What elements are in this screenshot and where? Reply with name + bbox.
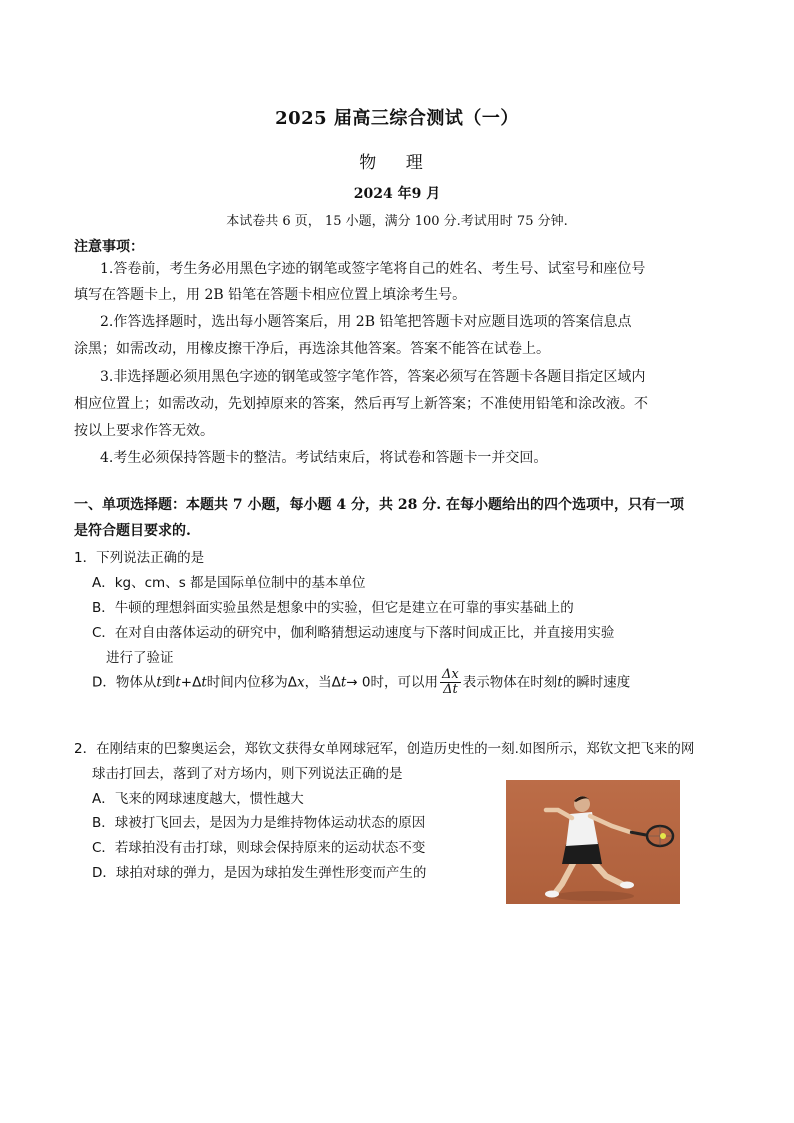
question-2-option-b: B．球被打飞回去，是因为力是维持物体运动状态的原因 (92, 815, 426, 831)
notice-item-2-line-2: 涂黑；如需改动，用橡皮擦干净后，再选涂其他答案。答案不能答在试卷上。 (74, 341, 550, 357)
variable-t: t (156, 674, 162, 691)
option-d-text: 表示物体在时刻 (462, 674, 558, 691)
section-1-heading-line-1: 一、单项选择题：本题共 7 小题，每小题 4 分，共 28 分. 在每小题给出的四个选项中，只有一项 (74, 497, 684, 513)
option-d-text: → 0时，可以用 (346, 674, 439, 691)
question-1-option-c-line-2: 进行了验证 (106, 650, 174, 666)
notice-item-1-line-2: 填写在答题卡上，用 2B 铅笔在答题卡相应位置上填涂考生号。 (74, 287, 467, 303)
variable-x: x (297, 674, 305, 691)
question-2-stem-line-2: 球击打回去，落到了对方场内，则下列说法正确的是 (92, 766, 403, 782)
notice-item-3-line-3: 按以上要求作答无效。 (74, 423, 214, 439)
notice-item-4-line-1: 4.考生必须保持答题卡的整洁。考试结束后，将试卷和答题卡一并交回。 (100, 450, 548, 466)
variable-t: t (175, 674, 181, 691)
notice-item-1-line-1: 1.答卷前，考生务必用黑色字迹的钢笔或签字笔将自己的姓名、考生号、试室号和座位号 (100, 261, 646, 277)
question-1-option-d (92, 668, 630, 697)
tennis-photo-illustration (506, 780, 680, 904)
variable-t: t (557, 674, 563, 691)
option-d-text: 时间内位移为Δ (206, 674, 298, 691)
option-d-text: +Δ (180, 674, 202, 691)
option-d-text: D．物体从 (92, 674, 157, 691)
notice-item-2-line-1: 2.作答选择题时，选出每小题答案后，用 2B 铅笔把答题卡对应题目选项的答案信息点 (100, 314, 632, 330)
exam-title: 2025 届高三综合测试（一） (275, 108, 519, 129)
notice-item-3-line-1: 3.非选择题必须用黑色字迹的钢笔或签字笔作答，答案必须写在答题卡各题目指定区域内 (100, 369, 646, 385)
question-1-option-b: B．牛顿的理想斜面实验虽然是想象中的实验，但它是建立在可靠的事实基础上的 (92, 600, 574, 616)
variable-t: t (201, 674, 207, 691)
notice-heading: 注意事项： (74, 239, 144, 255)
notice-item-3-line-2: 相应位置上；如需改动，先划掉原来的答案，然后再写上新答案；不准使用铅笔和涂改液。不 (74, 396, 648, 412)
section-1-heading-line-2: 是符合题目要求的. (74, 523, 191, 539)
fraction-numerator: Δx (442, 667, 459, 682)
exam-date: 2024 年9 月 (353, 186, 441, 202)
option-d-text: 到 (161, 674, 176, 691)
option-d-text: ，当Δ (304, 674, 341, 691)
option-d-text: 的瞬时速度 (562, 674, 631, 691)
question-1-option-c-line-1: C．在对自由落体运动的研究中，伽利略猜想运动速度与下落时间成正比，并直接用实验 (92, 625, 615, 641)
question-1-option-a: A．kg、cm、s 都是国际单位制中的基本单位 (92, 575, 366, 591)
question-2-option-d: D．球拍对球的弹力，是因为球拍发生弹性形变而产生的 (92, 865, 427, 881)
question-1-stem: 1．下列说法正确的是 (74, 550, 205, 566)
fraction-denominator: Δt (443, 682, 458, 697)
tennis-player-photo (506, 780, 680, 904)
question-2-stem-line-1: 2．在刚结束的巴黎奥运会，郑钦文获得女单网球冠军，创造历史性的一刻.如图所示，郑钦文把飞来的网 (74, 741, 695, 757)
exam-info: 本试卷共 6 页， 15 小题，满分 100 分.考试用时 75 分钟. (226, 214, 568, 229)
subject-name: 物 理 (359, 153, 435, 173)
variable-t: t (340, 674, 347, 691)
question-2-option-c: C．若球拍没有击打球，则球会保持原来的运动状态不变 (92, 840, 426, 856)
question-2-option-a: A．飞来的网球速度越大，惯性越大 (92, 791, 304, 807)
fraction-dx-dt (440, 668, 461, 697)
